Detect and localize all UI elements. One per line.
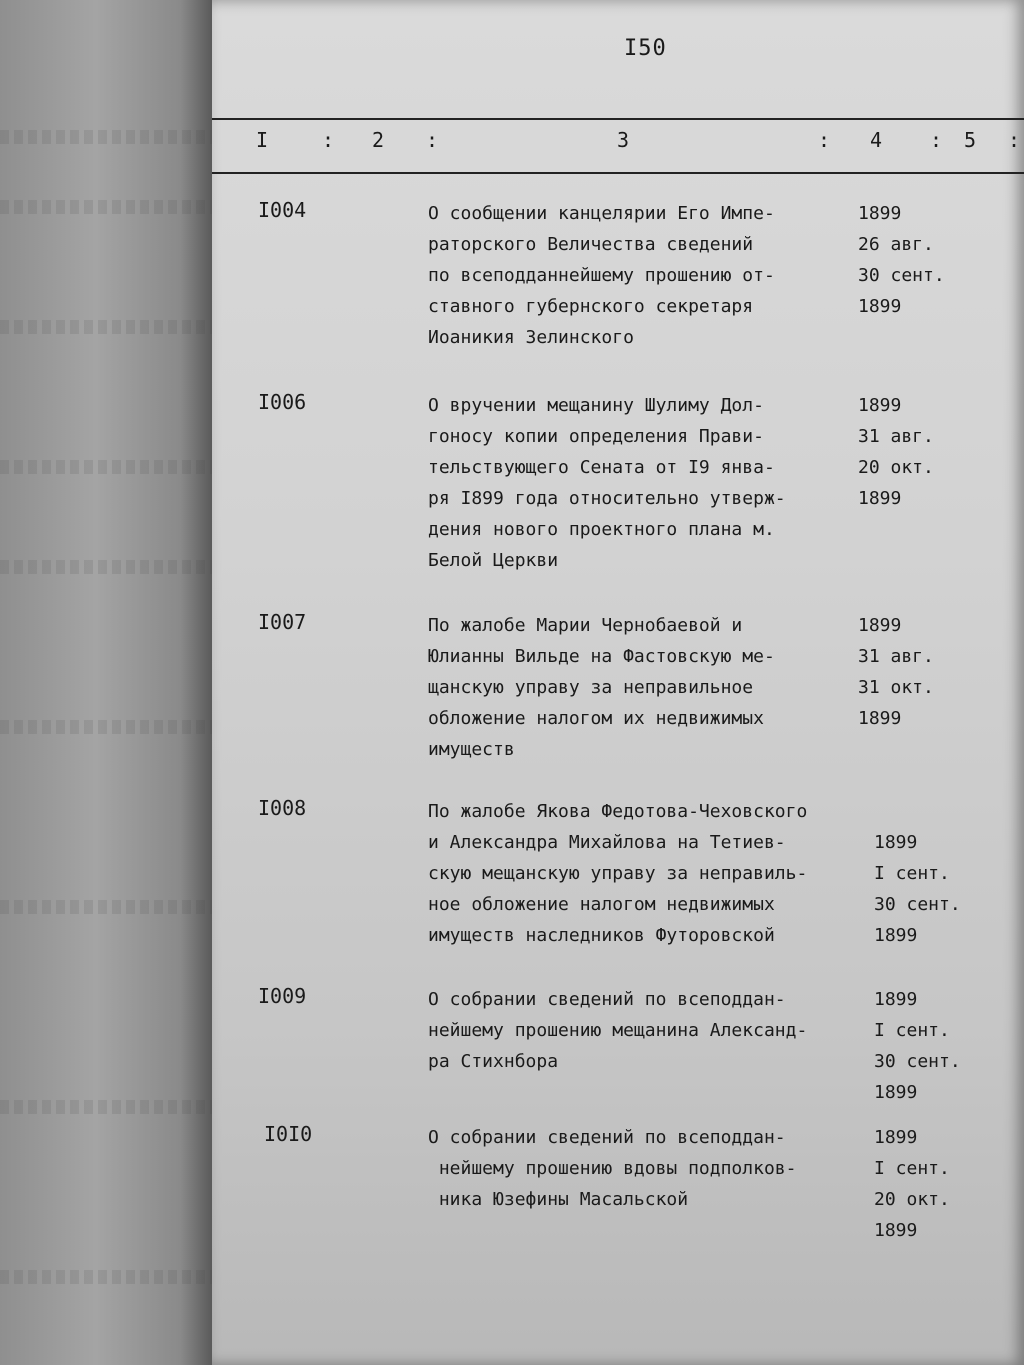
record-number: I007	[258, 610, 307, 634]
description-line: щанскую управу за неправильное	[428, 677, 754, 698]
description-line: и Александра Михайлова на Тетиев-	[428, 832, 786, 853]
date-line: 1899	[858, 296, 902, 317]
description-line: скую мещанскую управу за неправиль-	[428, 863, 808, 884]
date-line: 30 сент.	[874, 1051, 961, 1072]
description-line: нейшему прошению мещанина Александ-	[428, 1020, 808, 1041]
bleed-through-text	[0, 560, 212, 574]
record-dates	[858, 198, 945, 322]
description-line: О собрании сведений по всеподдан-	[428, 989, 786, 1010]
bleed-through-text	[0, 130, 212, 144]
column-header-row	[212, 128, 1024, 158]
bleed-through-text	[0, 1100, 212, 1114]
description-line: тельствующего Сената от I9 янва-	[428, 457, 775, 478]
description-line: По жалобе Марии Чернобаевой и	[428, 615, 743, 636]
record-description	[428, 1122, 796, 1215]
description-line: имуществ наследников Футоровской	[428, 925, 775, 946]
date-line: 1899	[874, 1082, 918, 1103]
description-line: по всеподданнейшему прошению от-	[428, 265, 775, 286]
bleed-through-text	[0, 200, 212, 214]
column-header-4: 4	[870, 128, 883, 152]
date-line: 1899	[858, 615, 902, 636]
bleed-through-text	[0, 1270, 212, 1284]
record-dates	[874, 827, 961, 951]
description-line: О собрании сведений по всеподдан-	[428, 1127, 786, 1148]
date-line: 1899	[858, 395, 902, 416]
description-line: О вручении мещанину Шулиму Дол-	[428, 395, 764, 416]
record-description	[428, 984, 807, 1077]
record-number: I008	[258, 796, 307, 820]
header-rule-top	[212, 118, 1024, 120]
bleed-through-text	[0, 460, 212, 474]
bleed-through-text	[0, 320, 212, 334]
date-line: I сент.	[874, 1020, 950, 1041]
date-line: I сент.	[874, 863, 950, 884]
description-line: ра Стихнбора	[428, 1051, 559, 1072]
date-line: 1899	[874, 1220, 918, 1241]
description-line: обложение налогом их недвижимых	[428, 708, 764, 729]
column-header-1: I	[256, 128, 269, 152]
date-line: 31 авг.	[858, 646, 934, 667]
description-line: ное обложение налогом недвижимых	[428, 894, 775, 915]
record-description	[428, 390, 786, 576]
bleed-through-text	[0, 900, 212, 914]
record-description	[428, 796, 807, 951]
date-line: 20 окт.	[858, 457, 934, 478]
adjacent-page-edge	[0, 0, 212, 1365]
document-page	[212, 0, 1024, 1365]
description-line: нейшему прошению вдовы подполков-	[428, 1158, 797, 1179]
date-line: 31 окт.	[858, 677, 934, 698]
column-separator: :	[322, 128, 335, 152]
column-header-2: 2	[372, 128, 385, 152]
column-separator: :	[818, 128, 831, 152]
description-line: ника Юзефины Масальской	[428, 1189, 689, 1210]
date-line: 31 авг.	[858, 426, 934, 447]
record-dates	[858, 390, 934, 514]
date-line: 20 окт.	[874, 1189, 950, 1210]
description-line: ря I899 года относительно утверж-	[428, 488, 786, 509]
description-line: По жалобе Якова Федотова-Чеховского	[428, 801, 808, 822]
description-line: ставного губернского секретаря	[428, 296, 754, 317]
description-line: Юлианны Вильде на Фастовскую ме-	[428, 646, 775, 667]
record-number: I004	[258, 198, 307, 222]
bleed-through-text	[0, 720, 212, 734]
column-separator: :	[930, 128, 943, 152]
date-line: 1899	[858, 708, 902, 729]
record-description	[428, 610, 775, 765]
date-line: 1899	[858, 488, 902, 509]
date-line: I сент.	[874, 1158, 950, 1179]
date-line: 26 авг.	[858, 234, 934, 255]
description-line: имуществ	[428, 739, 515, 760]
description-line: О сообщении канцелярии Его Импе-	[428, 203, 775, 224]
record-number: I0I0	[264, 1122, 313, 1146]
record-number: I006	[258, 390, 307, 414]
record-dates	[858, 610, 934, 734]
column-separator: :	[426, 128, 439, 152]
date-line: 30 сент.	[874, 894, 961, 915]
page-number: I50	[624, 36, 667, 61]
record-dates	[874, 984, 961, 1108]
date-line: 1899	[874, 832, 918, 853]
description-line: гоносу копии определения Прави-	[428, 426, 764, 447]
date-line: 30 сент.	[858, 265, 945, 286]
date-line: 1899	[874, 989, 918, 1010]
column-separator: :	[1008, 128, 1021, 152]
column-header-3: 3	[617, 128, 630, 152]
date-line: 1899	[874, 925, 918, 946]
record-number: I009	[258, 984, 307, 1008]
description-line: Иоаникия Зелинского	[428, 327, 634, 348]
record-dates	[874, 1122, 950, 1246]
record-description	[428, 198, 775, 353]
header-rule-bottom	[212, 172, 1024, 174]
description-line: Белой Церкви	[428, 550, 559, 571]
date-line: 1899	[874, 1127, 918, 1148]
date-line: 1899	[858, 203, 902, 224]
description-line: дения нового проектного плана м.	[428, 519, 775, 540]
description-line: раторского Величества сведений	[428, 234, 754, 255]
column-header-5: 5	[964, 128, 977, 152]
